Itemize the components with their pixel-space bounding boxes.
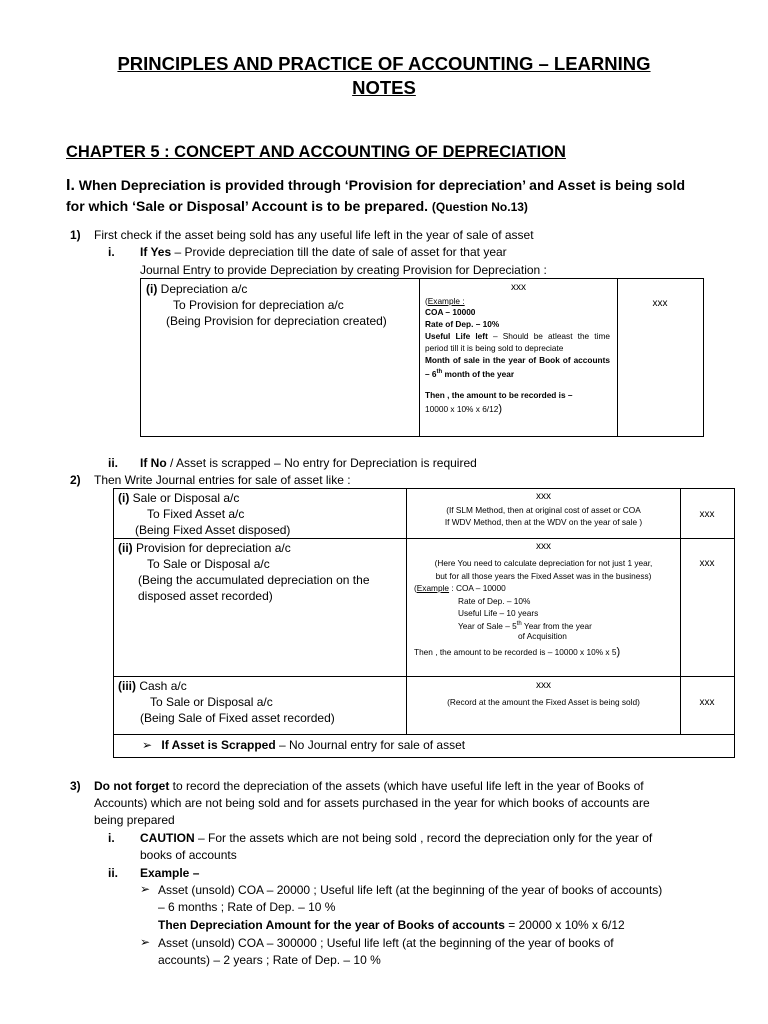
if-yes-label: If Yes bbox=[140, 245, 172, 259]
t1-credit-amount: xxx bbox=[652, 298, 668, 309]
journal-intro: Journal Entry to provide Depreciation by creating Provision for Depreciation : bbox=[140, 263, 547, 277]
section-roman-numeral: I. bbox=[66, 177, 75, 194]
section-heading-text-2: for which ‘Sale or Disposal’ Account is to be prepared. bbox=[66, 198, 429, 214]
item-3-line-3: being prepared bbox=[94, 813, 175, 827]
t2-row2-debit-amount: xxx bbox=[536, 541, 551, 552]
t1-useful-life bbox=[425, 331, 610, 354]
t1-rate: Rate of Dep. – 10% bbox=[425, 319, 500, 329]
if-yes-text: – Provide depreciation till the date of sale of asset for that year bbox=[171, 245, 507, 259]
t2-row1-debit bbox=[118, 490, 239, 506]
t1-calc-text: 10000 x 10% x 6/12 bbox=[425, 404, 499, 414]
t2-row2-example: (Example : COA – 10000 bbox=[414, 583, 506, 593]
item-3-number: 3) bbox=[70, 779, 81, 793]
bullet-2-line-1: Asset (unsold) COA – 300000 ; Useful life left (at the beginning of the year of books of bbox=[158, 936, 614, 950]
t2-row2-year-text: Year of Sale – 5 bbox=[458, 620, 517, 631]
example-label: Example – bbox=[140, 866, 200, 880]
t2-row1-credit: To Fixed Asset a/c bbox=[147, 507, 245, 521]
item-1-number: 1) bbox=[70, 228, 81, 242]
t2-row3-debit-amount: xxx bbox=[536, 680, 551, 691]
item-3-ii-number: ii. bbox=[108, 866, 119, 880]
bullet-1-line-2: – 6 months ; Rate of Dep. – 10 % bbox=[158, 900, 336, 914]
do-not-forget-label: Do not forget bbox=[94, 779, 170, 793]
section-heading-text: When Depreciation is provided through ‘Provision for depreciation’ and Asset is being sold bbox=[78, 177, 686, 193]
item-3-i-line-1 bbox=[140, 830, 652, 846]
t1-useful-text: – Should be atleast the time period till it is being sold to depreciate bbox=[425, 331, 610, 353]
t2-row2-debit bbox=[118, 540, 291, 556]
bullet-1-bold: Then Depreciation Amount for the year of Books of accounts bbox=[158, 918, 505, 932]
t2-row3-credit: To Sale or Disposal a/c bbox=[150, 695, 273, 709]
t2-row1-narration: (Being Fixed Asset disposed) bbox=[135, 523, 291, 537]
t2-row2-credit-amount: xxx bbox=[699, 558, 715, 569]
item-3-line-2: Accounts) which are not being sold and for assets purchased in the year for which books of accounts are bbox=[94, 796, 650, 810]
t1-month-sup: th bbox=[436, 368, 443, 375]
t2-row3-credit-amount: xxx bbox=[699, 697, 715, 708]
t2-row2-narration-1: (Being the accumulated depreciation on the bbox=[138, 573, 370, 587]
bullet-1-line-3 bbox=[158, 917, 625, 933]
t1-example-label: (Example : bbox=[425, 296, 465, 306]
item-1-ii-text bbox=[140, 455, 477, 471]
caution-text: – For the assets which are not being sold , record the depreciation only for the year of bbox=[194, 831, 653, 845]
t2-row2-debit-account: Provision for depreciation a/c bbox=[136, 541, 291, 555]
bullet-2-line-2: accounts) – 2 years ; Rate of Dep. – 10 % bbox=[158, 953, 381, 967]
item-3-text-1: to record the depreciation of the assets (which have useful life left in the year of Books of bbox=[169, 779, 644, 793]
t1-then: Then , the amount to be recorded is – bbox=[425, 390, 573, 400]
t1-calc: 10000 x 10% x 6/12) bbox=[425, 403, 503, 415]
t2-row3-number: (iii) bbox=[118, 679, 136, 693]
t2-row2-note-2: but for all those years the Fixed Asset was in the business) bbox=[435, 571, 652, 581]
t2-row1-note-2: If WDV Method, then at the WDV on the year of sale ) bbox=[444, 517, 643, 527]
t1-useful-label: Useful Life left bbox=[425, 331, 488, 341]
item-1-i-number: i. bbox=[108, 245, 115, 259]
bullet-1-line-1: Asset (unsold) COA – 20000 ; Useful life left (at the beginning of the year of books of accounts) bbox=[158, 883, 663, 897]
section-heading-line-1 bbox=[66, 175, 685, 196]
if-no-label: If No bbox=[140, 456, 167, 470]
item-1-text: First check if the asset being sold has any useful life left in the year of sale of asset bbox=[94, 228, 534, 242]
t2-row2-then-text: Then , the amount to be recorded is – 10000 x 10% x 5 bbox=[414, 647, 617, 657]
t1-narration: (Being Provision for depreciation created) bbox=[166, 314, 387, 328]
t2-row3-note: (Record at the amount the Fixed Asset is being sold) bbox=[447, 697, 640, 707]
t2-row2-acq: of Acquisition bbox=[518, 631, 567, 641]
t2-row2-year-sup: th bbox=[516, 621, 522, 627]
item-2-text: Then Write Journal entries for sale of asset like : bbox=[94, 473, 351, 487]
t2-row2-narration-2: disposed asset recorded) bbox=[138, 589, 273, 603]
question-reference: (Question No.13) bbox=[431, 200, 528, 214]
t2-scrapped-row bbox=[142, 737, 465, 753]
t2-row1-credit-amount: xxx bbox=[699, 509, 715, 520]
item-2-number: 2) bbox=[70, 473, 81, 487]
t2-row2-example-label: Example bbox=[416, 583, 450, 593]
item-1-ii-number: ii. bbox=[108, 456, 119, 470]
item-3-i-line-2: books of accounts bbox=[140, 848, 237, 862]
item-3-i-number: i. bbox=[108, 831, 115, 845]
t2-row2-then: Then , the amount to be recorded is – 10000 x 10% x 5) bbox=[414, 646, 621, 658]
t1-month-text: Month of sale in the year of Book of accounts – 6 bbox=[425, 355, 610, 379]
bullet-1-rest: = 20000 x 10% x 6/12 bbox=[504, 918, 625, 932]
t1-coa: COA – 10000 bbox=[425, 307, 476, 317]
t2-row2-example-text: : COA – 10000 bbox=[449, 583, 506, 593]
item-1-i-text bbox=[140, 244, 507, 260]
section-heading-line-2 bbox=[66, 196, 528, 218]
t1-debit-line bbox=[146, 281, 247, 297]
t2-row2-credit: To Sale or Disposal a/c bbox=[147, 557, 270, 571]
arrow-bullet-icon: ➢ bbox=[140, 882, 151, 896]
t2-row2-note-1: (Here You need to calculate depreciation for not just 1 year, bbox=[434, 558, 653, 568]
t2-row2-useful: Useful Life – 10 years bbox=[458, 608, 539, 618]
t1-month-of-sale bbox=[425, 355, 610, 380]
t1-credit-account: To Provision for depreciation a/c bbox=[173, 298, 344, 312]
t1-debit-amount: xxx bbox=[511, 282, 526, 293]
t2-row3-debit bbox=[118, 678, 187, 694]
t2-row2-rate: Rate of Dep. – 10% bbox=[458, 596, 531, 606]
t1-debit-account: Depreciation a/c bbox=[160, 282, 248, 296]
t2-row1-debit-amount: xxx bbox=[536, 491, 551, 502]
caution-label: CAUTION bbox=[140, 831, 195, 845]
t1-entry-number: (i) bbox=[146, 282, 158, 296]
chapter-heading: CHAPTER 5 : CONCEPT AND ACCOUNTING OF DEPRECIATION bbox=[66, 143, 566, 161]
item-3-line-1 bbox=[94, 778, 644, 794]
t2-row2-number: (ii) bbox=[118, 541, 133, 555]
t1-month-end: month of the year bbox=[442, 368, 515, 379]
if-no-text: / Asset is scrapped – No entry for Depreciation is required bbox=[166, 456, 477, 470]
t2-row2-year-end: Year from the year bbox=[521, 620, 592, 631]
document-title-line-1: PRINCIPLES AND PRACTICE OF ACCOUNTING – LEARNING bbox=[117, 53, 651, 74]
t2-row3-debit-account: Cash a/c bbox=[139, 679, 187, 693]
scrapped-text: – No Journal entry for sale of asset bbox=[275, 738, 466, 752]
scrapped-label: If Asset is Scrapped bbox=[161, 738, 276, 752]
t2-row1-debit-account: Sale or Disposal a/c bbox=[132, 491, 240, 505]
document-title-line-2: NOTES bbox=[352, 77, 416, 98]
t1-example-text: Example : bbox=[427, 296, 465, 306]
arrow-bullet-icon: ➢ bbox=[140, 935, 151, 949]
t2-row1-number: (i) bbox=[118, 491, 130, 505]
t2-row3-narration: (Being Sale of Fixed asset recorded) bbox=[140, 711, 335, 725]
arrow-bullet-icon: ➢ bbox=[142, 738, 153, 752]
t2-row1-note-1: (If SLM Method, then at original cost of asset or COA bbox=[446, 505, 641, 515]
